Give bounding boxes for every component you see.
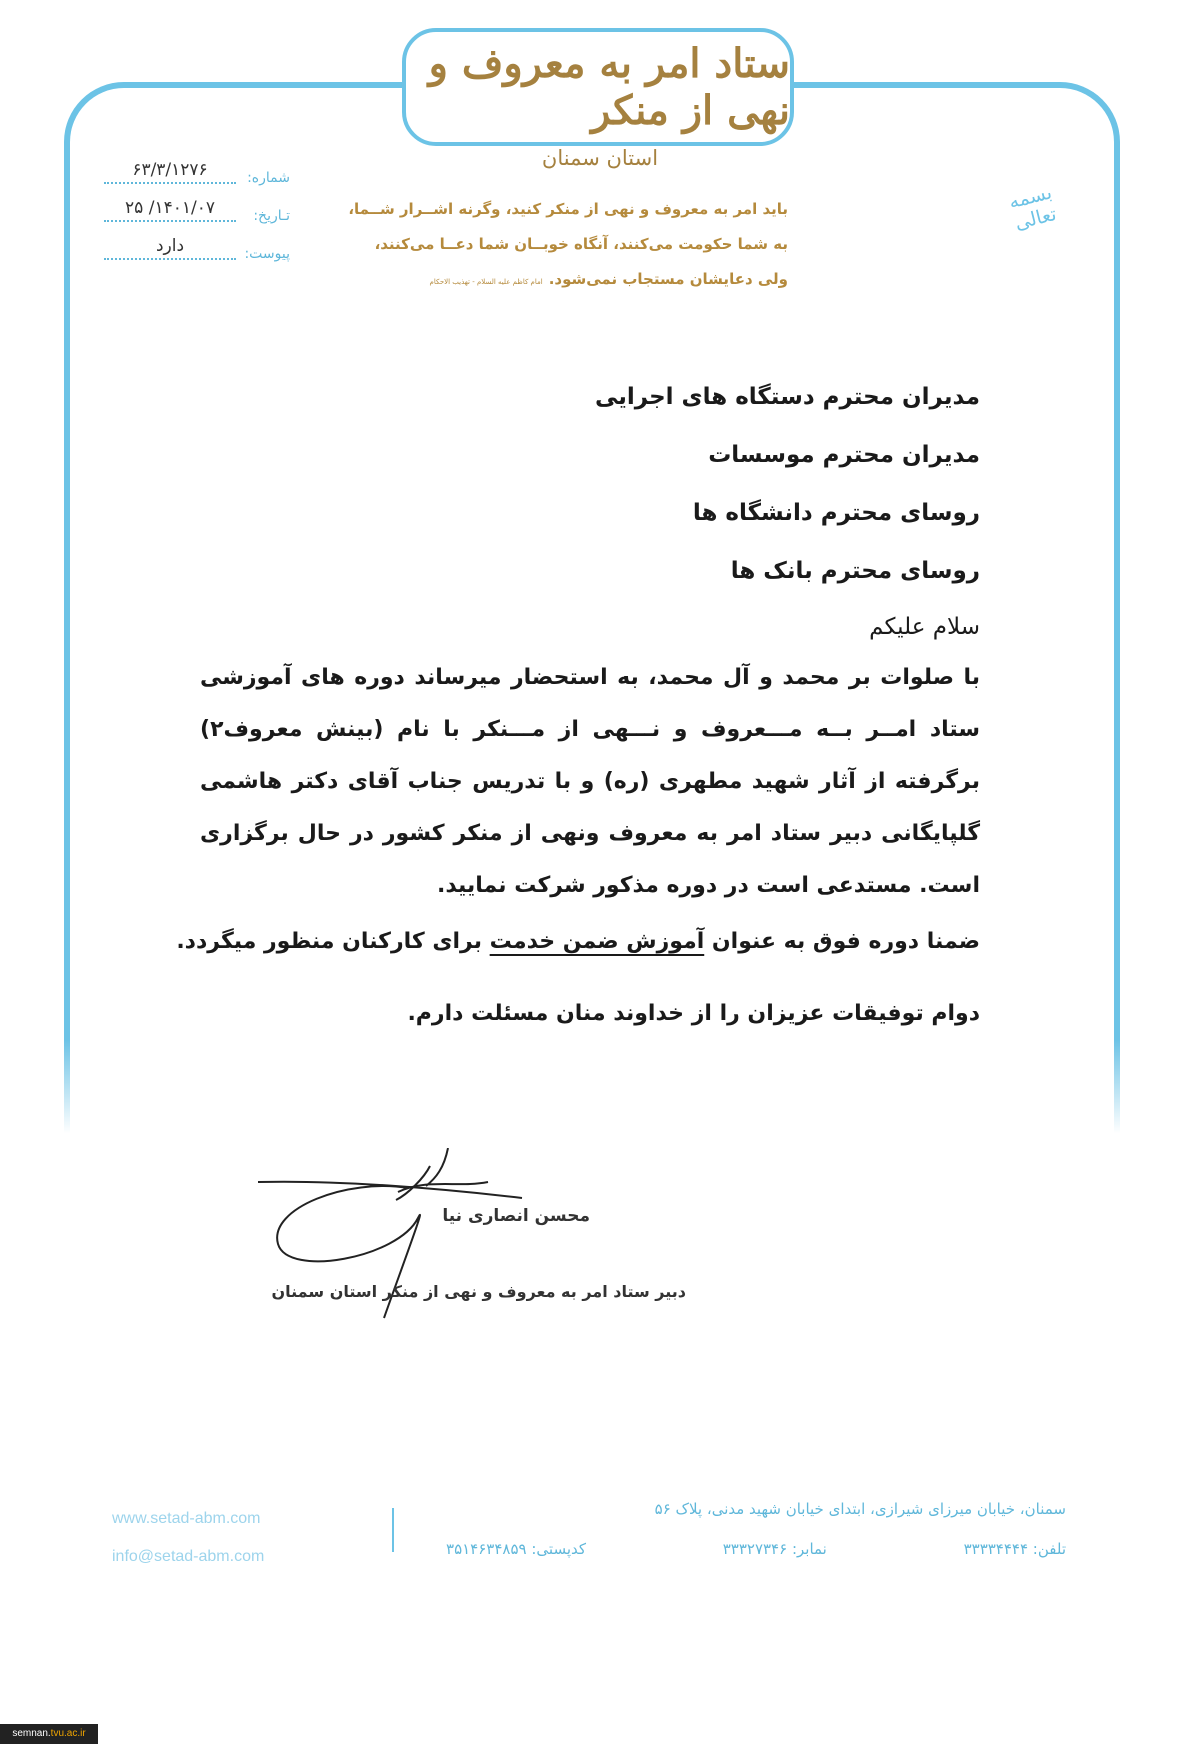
attachment-value: دارد	[104, 236, 236, 260]
note-underlined: آموزش ضمن خدمت	[489, 929, 705, 954]
footer-web	[112, 1500, 372, 1576]
letterhead-title: ستاد امر به معروف و نهی از منکر	[428, 40, 790, 134]
letterhead-logo	[402, 28, 794, 146]
footer-fax: نمابر: ۳۳۳۲۷۳۴۶	[722, 1540, 827, 1558]
frame-fade	[58, 1040, 1126, 1150]
meta-attachment-row	[100, 236, 290, 274]
footer-website[interactable]: www.setad-abm.com	[112, 1510, 261, 1527]
training-note	[176, 916, 980, 968]
site-badge-accent: tvu.ac.ir	[50, 1728, 86, 1739]
number-label: شماره:	[247, 170, 290, 186]
closing-line: دوام توفیقات عزیزان را از خداوند منان مسئلت دارم.	[407, 1001, 980, 1026]
hadith-line-3-text: ولی دعایشان مستجاب نمی‌شود.	[548, 270, 788, 288]
date-label: تـاریخ:	[253, 208, 290, 224]
letterhead-subtitle: استان سمنان	[541, 146, 659, 170]
signer-name: محسن انصاری نیا	[442, 1206, 590, 1226]
hadith-line-1: باید امر به معروف و نهی از منکر کنید، وگرنه اشــرار شــما،	[348, 200, 788, 218]
handwritten-signature	[258, 1148, 618, 1338]
footer-email[interactable]: info@setad-abm.com	[112, 1548, 265, 1565]
note-text-post: برای کارکنان منظور میگردد.	[176, 929, 490, 954]
footer-phone: تلفن: ۳۳۳۳۴۴۴۴	[963, 1540, 1066, 1558]
meta-number-row	[100, 160, 290, 198]
hadith-source: امام کاظم علیه السلام - تهذیب الاحکام	[429, 278, 543, 286]
addressee-4: روسای محترم بانک ها	[730, 558, 980, 584]
date-value: ۱۴۰۱/۰۷/ ۲۵	[104, 198, 236, 222]
number-value: ۶۳/۳/۱۲۷۶	[104, 160, 236, 184]
footer-postal: کدپستی: ۳۵۱۴۶۳۴۸۵۹	[446, 1540, 587, 1558]
site-badge-prefix: semnan.	[12, 1728, 51, 1739]
footer-contacts	[446, 1540, 1066, 1558]
footer-divider	[392, 1508, 394, 1552]
site-badge[interactable]	[0, 1724, 98, 1744]
main-paragraph: با صلوات بر محمد و آل محمد، به استحضار میرساند دوره های آموزشی ستاد امــر بــه مـــعروف و نـــهی از مـــنکر با نام (بینش معروف۲) برگرفته از آثار شهید مطهری (ره) و با تدریس جناب آقای دکتر هاشمی گلپایگانی دبیر ستاد امر به معروف ونهی از منکر کشور در حال برگزاری است. مستدعی است در دوره مذکور شرکت نمایید.	[200, 665, 980, 898]
letter-body	[176, 368, 980, 1040]
addressee-3: روسای محترم دانشگاه ها	[692, 500, 980, 526]
hadith-quote	[348, 192, 788, 300]
attachment-label: پیوست:	[244, 246, 290, 262]
footer-address: سمنان، خیابان میرزای شیرازی، ابتدای خیابان شهید مدنی، پلاک ۵۶	[654, 1500, 1066, 1518]
meta-date-row	[100, 198, 290, 236]
bismillah: بسمه تعالی	[1006, 181, 1059, 235]
letter-meta	[100, 160, 290, 274]
signer-title: دبیر ستاد امر به معروف و نهی از منکر استان سمنان	[271, 1282, 686, 1301]
addressee-1: مدیران محترم دستگاه های اجرایی	[594, 384, 980, 410]
hadith-line-3	[368, 262, 788, 300]
hadith-line-2: به شما حکومت می‌کنند، آنگاه خوبــان شما دعــا می‌کنند،	[374, 235, 788, 253]
addressee-2: مدیران محترم موسسات	[708, 442, 980, 468]
note-text-pre: ضمنا دوره فوق به عنوان	[704, 929, 980, 954]
greeting: سلام علیکم	[869, 614, 980, 640]
